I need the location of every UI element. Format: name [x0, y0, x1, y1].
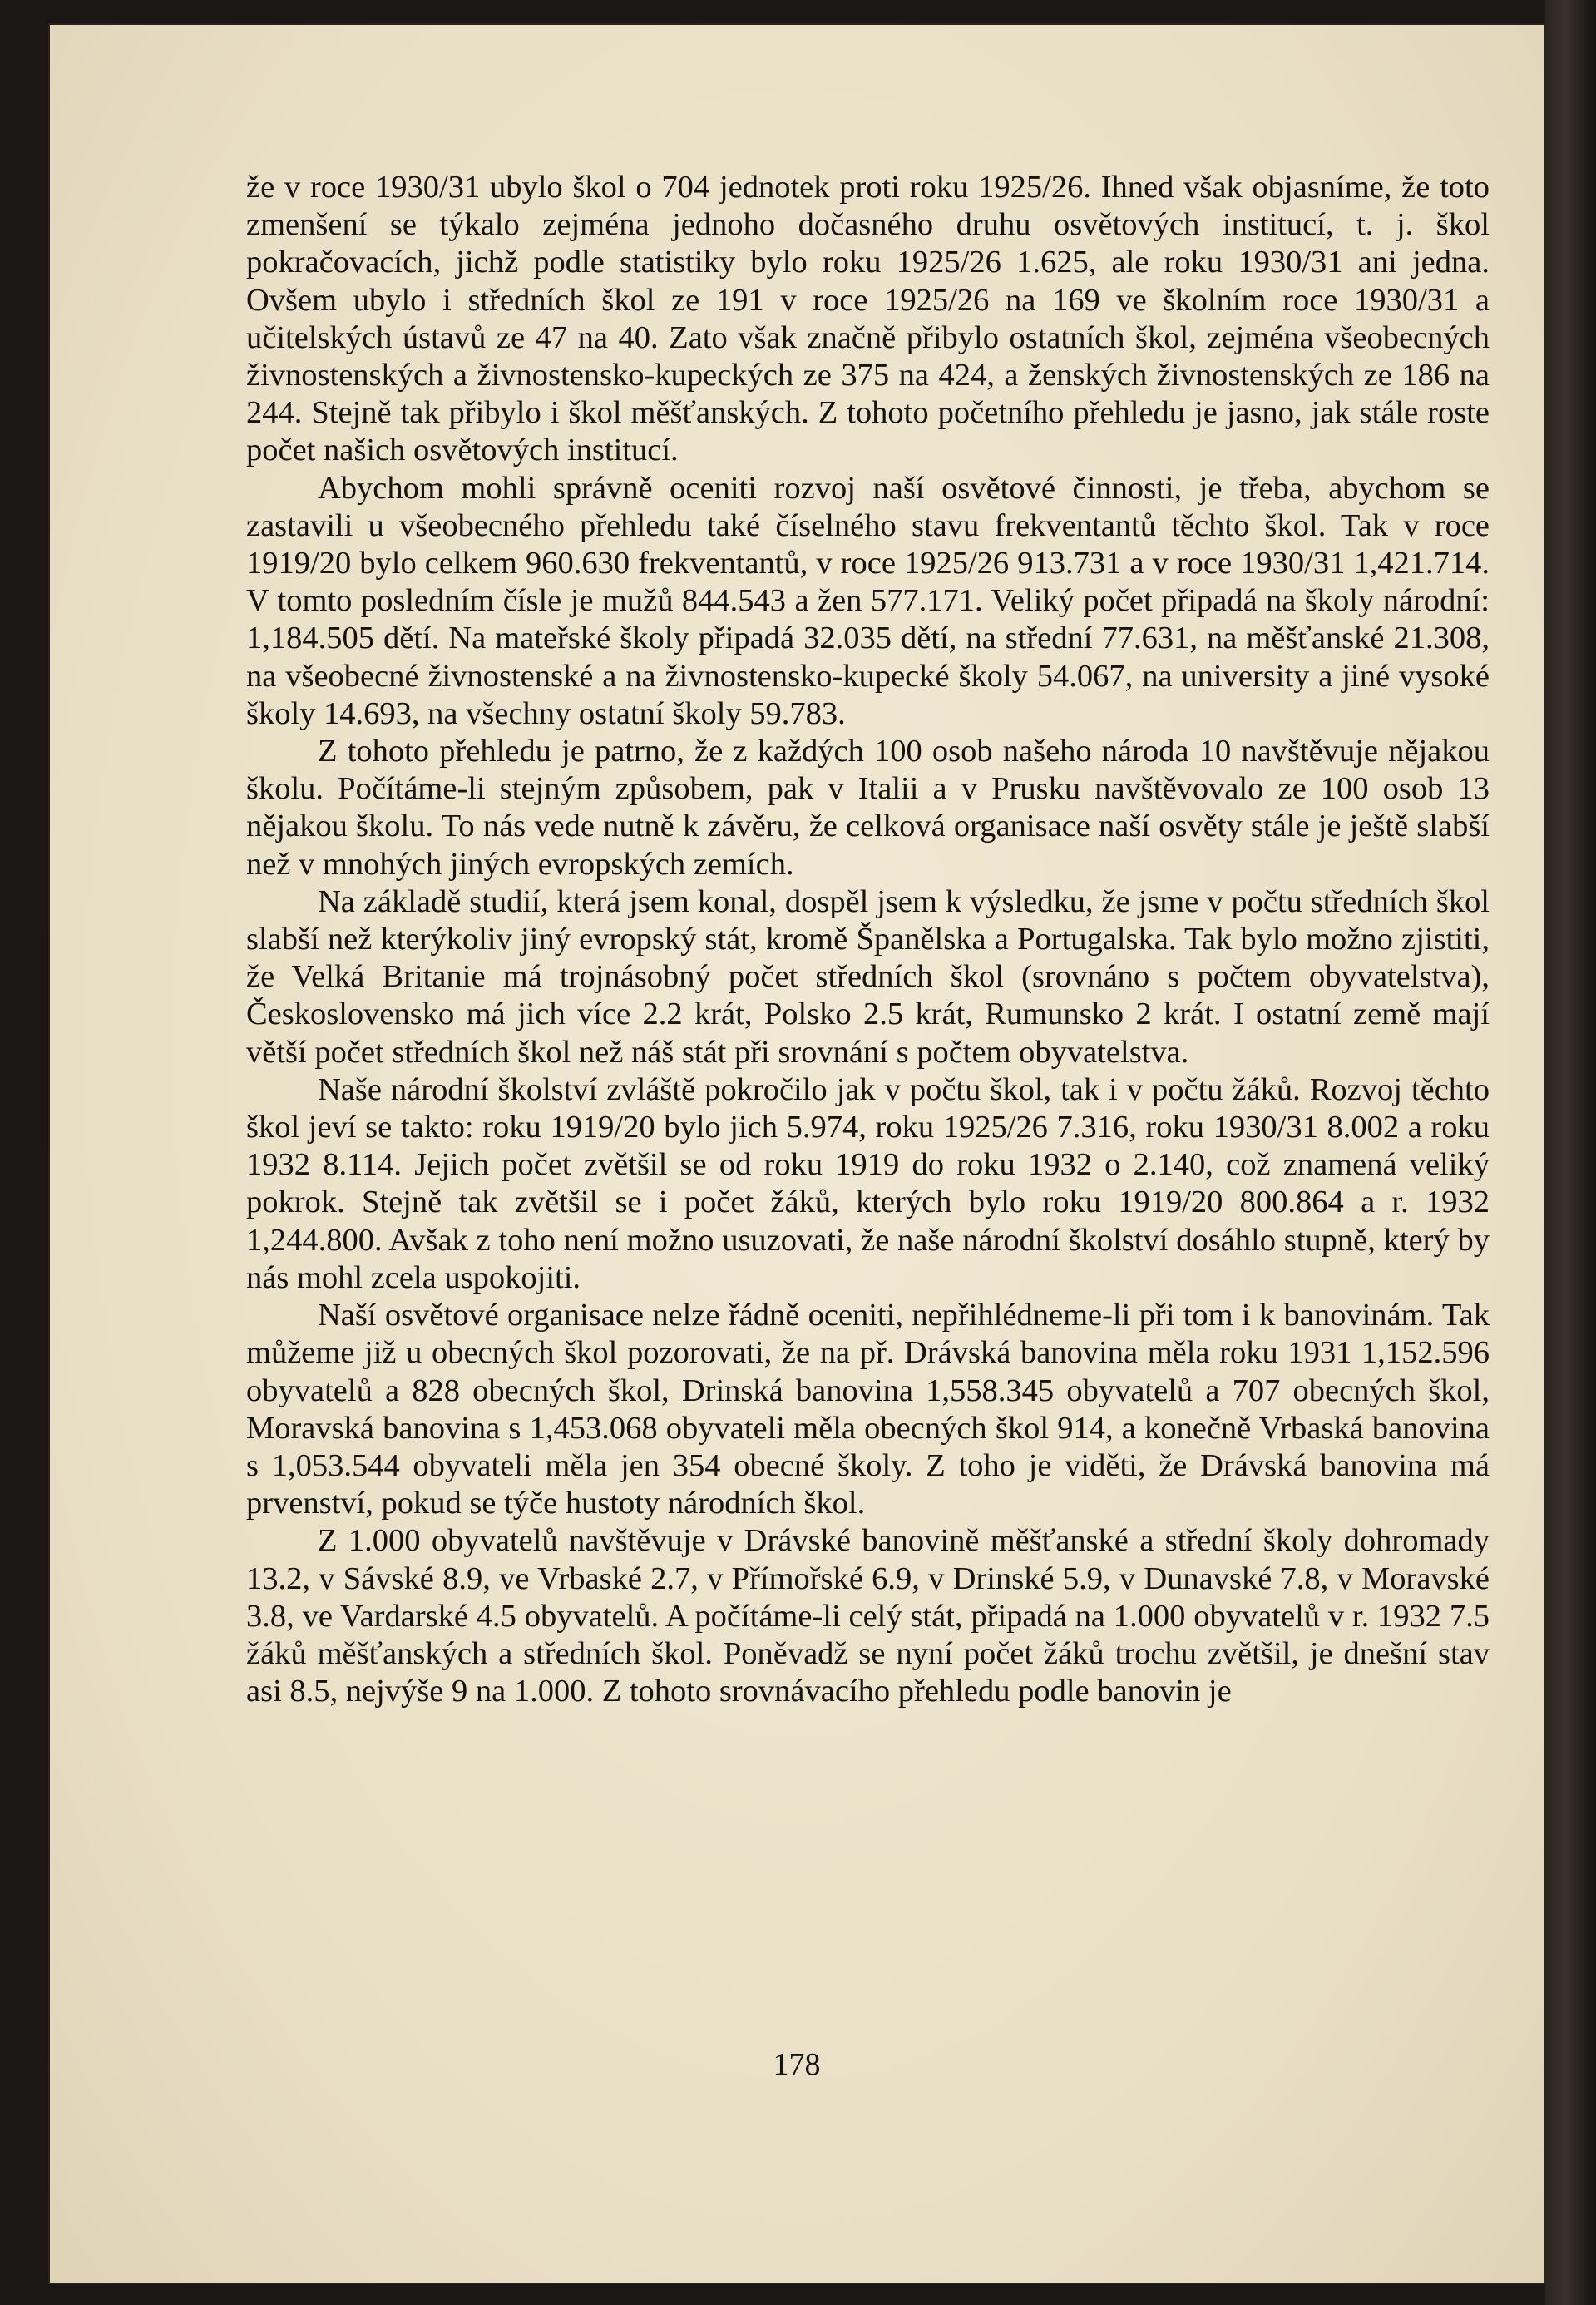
book-page	[48, 23, 1545, 2284]
paragraph-4: Na základě studií, která jsem konal, dospěl jsem k výsledku, že jsme v počtu středních škol slabší než kterýkoliv jiný evropský stát, kromě Španělska a Portugalska. Tak bylo možno zjistiti, že Velká Britanie má trojnásobný počet středních škol (srovnáno s počtem obyvatelstva), Československo má jich více 2.2 krát, Polsko 2.5 krát, Rumunsko 2 krát. I ostatní země mají větší počet středních škol než náš stát při srovnání s počtem obyvatelstva.	[246, 883, 1490, 1070]
paragraph-6: Naší osvětové organisace nelze řádně oceniti, nepřihlédneme-li při tom i k banovinám. Tak můžeme již u obecných škol pozorovati, že na př. Drávská banovina měla roku 1931 1,152.596 obyvatelů a 828 obecných škol, Drinská banovina 1,558.345 obyvatelů a 707 obecných škol, Moravská banovina s 1,453.068 obyvateli měla obecných škol 914, a konečně Vrbaská banovina s 1,053.544 obyvateli měla jen 354 obecné školy. Z toho je viděti, že Drávská banovina má prvenství, pokud se týče hustoty národních škol.	[246, 1298, 1490, 1521]
book-edge	[1545, 0, 1596, 2305]
paragraph-2: Abychom mohli správně oceniti rozvoj naší osvětové činnosti, je třeba, abychom se zastavili u všeobecného přehledu také číselného stavu frekventantů těchto škol. Tak v roce 1919/20 bylo celkem 960.630 frekventantů, v roce 1925/26 913.731 a v roce 1930/31 1,421.714. V tomto posledním čísle je mužů 844.543 a žen 577.171. Veliký počet připadá na školy národní: 1,184.505 dětí. Na mateřské školy připadá 32.035 dětí, na střední 77.631, na měšťanské 21.308, na všeobecné živnostenské a na živnostensko-kupecké školy 54.067, na university a jiné vysoké školy 14.693, na všechny ostatní školy 59.783.	[246, 470, 1490, 731]
paragraph-5: Naše národní školství zvláště pokročilo jak v počtu škol, tak i v počtu žáků. Rozvoj těchto škol jeví se takto: roku 1919/20 bylo jich 5.974, roku 1925/26 7.316, roku 1930/31 8.002 a roku 1932 8.114. Jejich počet zvětšil se od roku 1919 do roku 1932 o 2.140, což znamená veliký pokrok. Stejně tak zvětšil se i počet žáků, kterých bylo roku 1919/20 800.864 a r. 1932 1,244.800. Avšak z toho není možno usuzovati, že naše národní školství dosáhlo stupně, který by nás mohl zcela uspokojiti.	[246, 1071, 1490, 1295]
body-text	[246, 169, 1490, 1710]
page-number: 178	[773, 2047, 821, 2082]
paragraph-7: Z 1.000 obyvatelů navštěvuje v Drávské banovině měšťanské a střední školy dohromady 13.2, v Sávské 8.9, ve Vrbaské 2.7, v Přímořské 6.9, v Drinské 5.9, v Dunavské 7.8, v Moravské 3.8, ve Vardarské 4.5 obyvatelů. A počítáme-li celý stát, připadá na 1.000 obyvatelů v r. 1932 7.5 žáků měšťanských a středních škol. Poněvadž se nyní počet žáků trochu zvětšil, je dnešní stav asi 8.5, nejvýše 9 na 1.000. Z tohoto srovnávacího přehledu podle banovin je	[246, 1523, 1490, 1709]
paragraph-1: že v roce 1930/31 ubylo škol o 704 jednotek proti roku 1925/26. Ihned však objasníme, že toto zmenšení se týkalo zejména jednoho dočasného druhu osvětových institucí, t. j. škol pokračovacích, jichž podle statistiky bylo roku 1925/26 1.625, ale roku 1930/31 ani jedna. Ovšem ubylo i středních škol ze 191 v roce 1925/26 na 169 ve školním roce 1930/31 a učitelských ústavů ze 47 na 40. Zato však značně přibylo ostatních škol, zejména všeobecných živnostenských a živnostensko-kupeckých ze 375 na 424, a ženských živnostenských ze 186 na 244. Stejně tak přibylo i škol měšťanských. Z tohoto početního přehledu je jasno, jak stále roste počet našich osvětových institucí.	[246, 170, 1490, 468]
paragraph-3: Z tohoto přehledu je patrno, že z každých 100 osob našeho národa 10 navštěvuje nějakou školu. Počítáme-li stejným způsobem, pak v Italii a v Prusku navštěvovalo ze 100 osob 13 nějakou školu. To nás vede nutně k závěru, že celková organisace naší osvěty stále je ještě slabší než v mnohých jiných evropských zemích.	[246, 734, 1490, 882]
